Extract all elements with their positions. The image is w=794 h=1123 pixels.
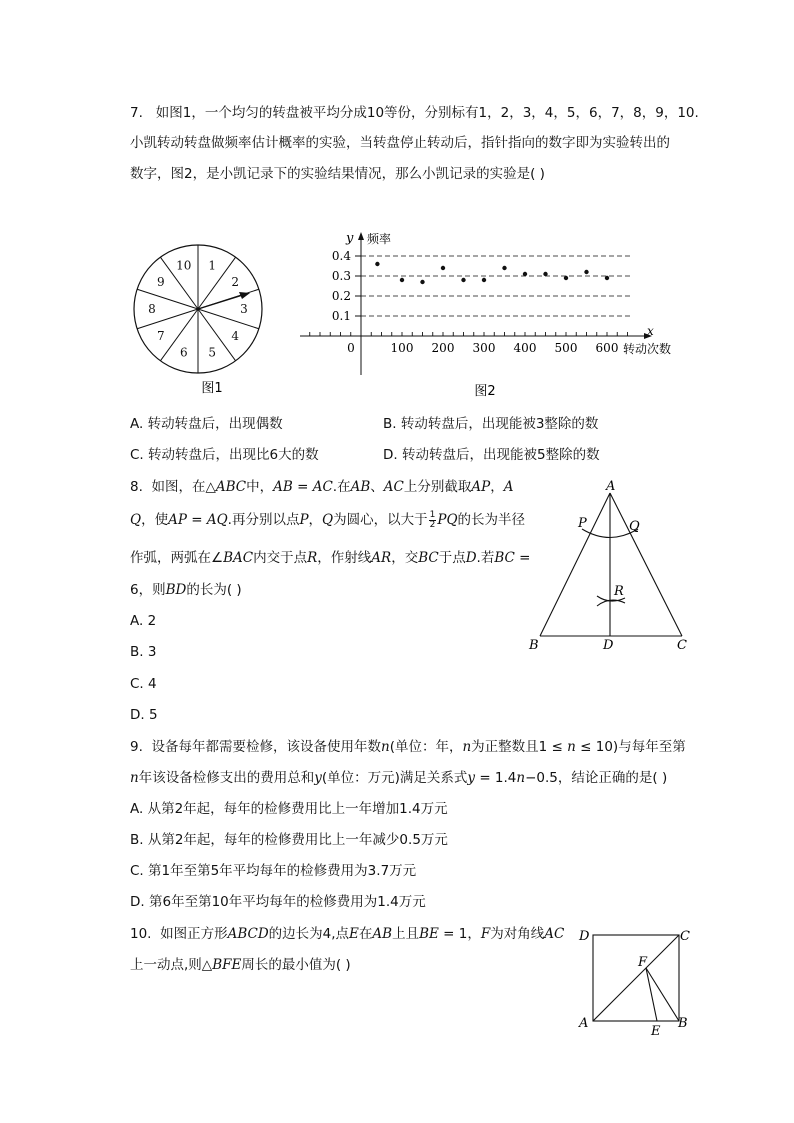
triangle-figure bbox=[525, 478, 700, 656]
q8-number: 8. bbox=[130, 479, 143, 495]
q7-number: 7. bbox=[130, 105, 143, 121]
data-point bbox=[482, 278, 486, 282]
spinner-divider bbox=[137, 289, 198, 309]
q8-option-b[interactable]: B. 3 bbox=[130, 644, 157, 660]
label-r: R bbox=[614, 584, 624, 599]
q7-option-b[interactable]: B. 转动转盘后，出现能被3整除的数 bbox=[383, 416, 599, 432]
label-c: C bbox=[680, 929, 690, 944]
fraction-one-half: $\frac{1}{2}$ bbox=[429, 509, 436, 530]
label-d: D bbox=[603, 638, 614, 653]
q9-number: 9. bbox=[130, 739, 143, 755]
label-e: E bbox=[651, 1024, 661, 1039]
x-axis-label: 转动次数 bbox=[623, 342, 672, 356]
q7-line-2: 小凯转动转盘做频率估计概率的实验，当转盘停止转动后，指针指向的数字即为实验转出的 bbox=[130, 135, 670, 151]
q10-line-1: 10. 如图正方形ABCD的边长为4,点E在AB上且BE = 1，F为对角线AC bbox=[130, 926, 565, 942]
q9-line-2: n年该设备检修支出的费用总和y(单位：万元)满足关系式y = 1.4n−0.5，结论正确的是( ) bbox=[130, 770, 668, 786]
label-b: B bbox=[678, 1016, 688, 1031]
spinner-divider bbox=[198, 309, 236, 361]
x-tick-label: 100 bbox=[390, 341, 414, 355]
side-ab bbox=[540, 493, 610, 636]
spinner-sector-label: 10 bbox=[176, 258, 192, 273]
spinner-divider bbox=[198, 257, 236, 309]
spinner-figure bbox=[130, 240, 270, 400]
spinner-sector-label: 6 bbox=[179, 345, 188, 360]
x-axis-var: x bbox=[647, 324, 654, 338]
data-point bbox=[375, 262, 379, 266]
q9-line-1: 9. 设备每年都需要检修，该设备使用年数n(单位：年，n为正整数且1 ≤ n ≤ 10)与每年至第 bbox=[130, 739, 686, 755]
x-tick-label: 300 bbox=[472, 341, 496, 355]
label-f: F bbox=[638, 955, 648, 970]
q9-option-c[interactable]: C. 第1年至第5年平均每年的检修费用为3.7万元 bbox=[130, 863, 417, 879]
label-d: D bbox=[579, 929, 590, 944]
q10-number: 10. bbox=[130, 926, 152, 942]
label-p: P bbox=[578, 516, 587, 531]
spinner-sector-label: 9 bbox=[156, 274, 165, 289]
data-point bbox=[502, 266, 506, 270]
data-point bbox=[584, 270, 588, 274]
q9-option-a[interactable]: A. 从第2年起，每年的检修费用比上一年增加1.4万元 bbox=[130, 801, 448, 817]
q8-option-a[interactable]: A. 2 bbox=[130, 613, 157, 629]
x-tick-label: 200 bbox=[431, 341, 455, 355]
q10-line-2: 上一动点,则△BFE周长的最小值为( ) bbox=[130, 957, 351, 973]
label-b: B bbox=[529, 638, 539, 653]
label-a: A bbox=[579, 1016, 589, 1031]
q7-line-3: 数字，图2，是小凯记录下的实验结果情况，那么小凯记录的实验是( ) bbox=[130, 166, 545, 182]
y-tick-label: 0.2 bbox=[331, 289, 351, 303]
y-axis-var: y bbox=[346, 231, 354, 246]
fig2-caption: 图2 bbox=[474, 384, 496, 399]
data-point bbox=[420, 280, 424, 284]
spinner-sector-label: 5 bbox=[208, 345, 217, 360]
data-point bbox=[605, 276, 609, 280]
frequency-chart bbox=[295, 225, 685, 405]
y-tick-label: 0.1 bbox=[331, 309, 351, 323]
y-tick-label: 0.3 bbox=[331, 269, 351, 283]
q8-option-c[interactable]: C. 4 bbox=[130, 676, 157, 692]
q9-option-d[interactable]: D. 第6年至第10年平均每年的检修费用为1.4万元 bbox=[130, 894, 426, 910]
label-c: C bbox=[677, 638, 687, 653]
x-tick-label: 500 bbox=[554, 341, 578, 355]
spinner-sector-label: 7 bbox=[156, 329, 165, 344]
q8-line-3: 作弧，两弧在∠BAC内交于点R，作射线AR，交BC于点D.若BC = bbox=[130, 550, 531, 566]
q8-option-d[interactable]: D. 5 bbox=[130, 707, 158, 723]
x-tick-label: 0 bbox=[347, 341, 355, 355]
x-tick-label: 600 bbox=[595, 341, 619, 355]
spinner-sector-label: 3 bbox=[240, 302, 248, 316]
data-point bbox=[461, 278, 465, 282]
diagonal-ac bbox=[593, 935, 679, 1021]
label-q: Q bbox=[629, 519, 640, 534]
side-ac bbox=[610, 493, 682, 636]
spinner-divider bbox=[137, 309, 198, 329]
q9-option-b[interactable]: B. 从第2年起，每年的检修费用比上一年减少0.5万元 bbox=[130, 832, 448, 848]
data-point bbox=[523, 272, 527, 276]
data-point bbox=[441, 266, 445, 270]
q8-line-2: Q，使AP = AQ.再分别以点P，Q为圆心，以大于 $\frac{1}{2}$ PQ的长为半径 bbox=[130, 509, 526, 530]
q8-line-1: 8. 如图，在△ABC中，AB = AC.在AB、AC上分别截取AP，A bbox=[130, 479, 514, 495]
spinner-sector-label: 8 bbox=[148, 302, 156, 316]
data-point bbox=[564, 276, 568, 280]
q7-option-a[interactable]: A. 转动转盘后，出现偶数 bbox=[130, 416, 283, 432]
x-tick-label: 400 bbox=[513, 341, 537, 355]
fig1-caption: 图1 bbox=[201, 381, 223, 396]
q7-option-c[interactable]: C. 转动转盘后，出现比6大的数 bbox=[130, 447, 319, 463]
data-point bbox=[543, 272, 547, 276]
spinner-divider bbox=[198, 309, 259, 329]
y-tick-label: 0.4 bbox=[331, 249, 351, 263]
spinner-pointer bbox=[198, 294, 246, 309]
data-point bbox=[400, 278, 404, 282]
spinner-sector-label: 2 bbox=[231, 274, 240, 289]
q7-line-1: 7. 如图1，一个均匀的转盘被平均分成10等份，分别标有1，2，3，4，5，6，7，8，9，10. bbox=[130, 105, 699, 121]
q8-line-4: 6，则BD的长为( ) bbox=[130, 582, 242, 598]
square-figure bbox=[572, 922, 697, 1042]
label-a: A bbox=[606, 479, 616, 494]
spinner-sector-label: 1 bbox=[208, 258, 217, 273]
q7-option-d[interactable]: D. 转动转盘后，出现能被5整除的数 bbox=[383, 447, 600, 463]
spinner-sector-label: 4 bbox=[231, 329, 240, 344]
chart-title: 频率 bbox=[367, 232, 392, 246]
pointer-arrow-icon bbox=[239, 292, 250, 299]
y-axis-arrow-icon bbox=[358, 232, 364, 240]
